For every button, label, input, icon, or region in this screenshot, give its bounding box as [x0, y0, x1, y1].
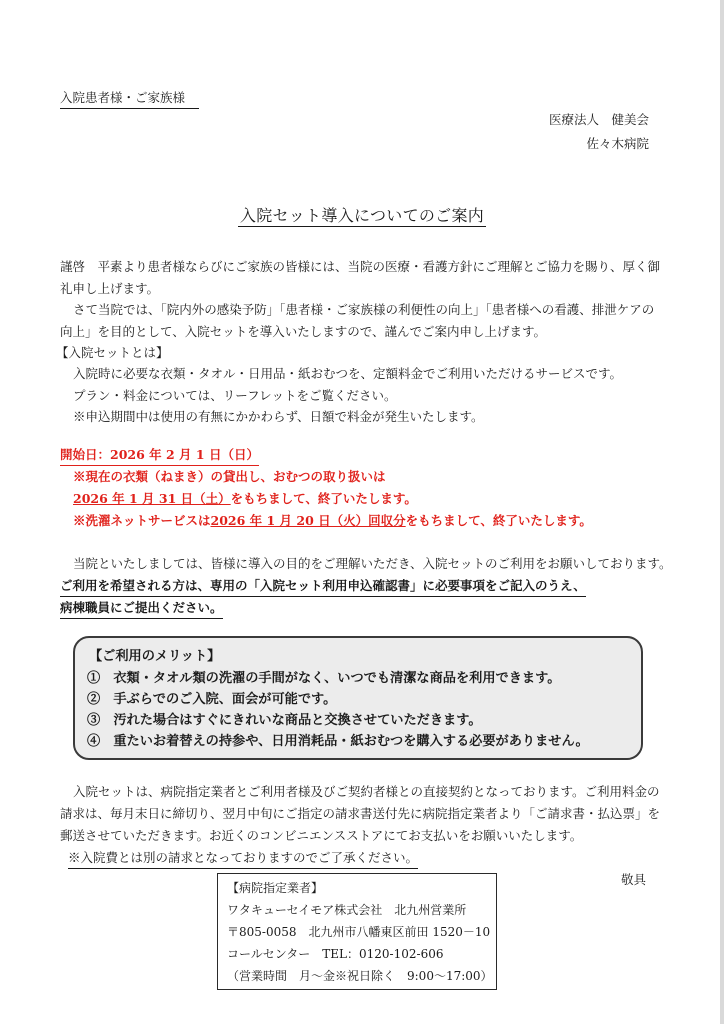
request-line-1: 当院といたしましては、皆様に導入の目的をご理解いただき、入院セットのご利用をお願いしております。 — [73, 556, 672, 571]
start-date — [60, 445, 259, 466]
request-line-3-text: 病棟職員にご提出ください。 — [60, 600, 223, 615]
about-line-1: 入院時に必要な衣類・タオル・日用品・紙おむつを、定額料金でご利用いただけるサービスです。 — [73, 366, 623, 381]
intro-line-3: さて当院では、「院内外の感染予防」「患者様・ご家族様の利便性の向上」「患者様への看護、排泄ケアの — [73, 302, 655, 317]
vendor-hours: （営業時間 月～金※祝日除く 9:00～17:00） — [227, 969, 493, 983]
request-line-2-text: ご利用を希望される方は、専用の「入院セット利用申込確認書」に必要事項をご記入のうえ、 — [60, 578, 586, 593]
notice-date-2: 2026 年 1 月 20 日（火）回収分 — [210, 513, 406, 528]
merit-item-4: ④ 重たいお着替えの持参や、日用消耗品・紙おむつを購入する必要がありません。 — [87, 734, 589, 749]
about-line-3: ※申込期間中は使用の有無にかかわらず、日額で料金が発生いたします。 — [73, 409, 484, 424]
merit-item-3: ③ 汚れた場合はすぐにきれいな商品と交換させていただきます。 — [87, 713, 482, 728]
merit-item-1: ① 衣類・タオル類の洗濯の手間がなく、いつでも清潔な商品を利用できます。 — [87, 671, 561, 686]
intro-line-1: 謹啓 平素より患者様ならびにご家族の皆様には、当院の医療・看護方針にご理解とご協力を賜り、厚く御 — [60, 259, 661, 274]
notice-line-3-head: ※洗濯ネットサービスは — [73, 513, 211, 528]
sender-org: 医療法人 健美会 — [548, 112, 649, 127]
merits-heading: 【ご利用のメリット】 — [89, 649, 221, 664]
vendor-box — [217, 873, 497, 990]
notice-date-1: 2026 年 1 月 31 日（土） — [73, 491, 231, 506]
page-title — [0, 205, 724, 227]
recipient-text: 入院患者様・ご家族様 — [60, 90, 186, 105]
merits-box — [73, 636, 643, 760]
sender-hospital: 佐々木病院 — [586, 136, 649, 151]
vendor-phone: コールセンター TEL：0120-102-606 — [227, 947, 444, 961]
about-line-2: プラン・料金については、リーフレットをご覧ください。 — [73, 388, 397, 403]
notice-line-2 — [73, 489, 417, 509]
contract-line-4 — [68, 848, 418, 869]
vendor-heading: 【病院指定業者】 — [227, 881, 324, 895]
notice-line-1: ※現在の衣類（ねまき）の貸出し、おむつの取り扱いは — [73, 469, 386, 484]
vendor-name: ワタキューセイモア株式会社 北九州営業所 — [227, 903, 467, 917]
vendor-address: 〒805-0058 北九州市八幡東区前田 1520－10 — [227, 925, 491, 939]
intro-line-2: 礼申し上げます。 — [60, 281, 160, 296]
intro-line-4: 向上」を目的として、入院セットを導入いたしますので、謹んでご案内申し上げます。 — [60, 324, 547, 339]
merit-item-2: ② 手ぶらでのご入院、面会が可能です。 — [87, 692, 337, 707]
notice-line-2-tail: をもちまして、終了いたします。 — [230, 491, 417, 506]
contract-line-3: 郵送させていただきます。お近くのコンビニエンスストアにてお支払いをお願いいたします。 — [60, 828, 583, 843]
start-date-text: 開始日：2026 年 2 月 1 日（日） — [60, 447, 259, 462]
request-line-2 — [60, 576, 586, 597]
contract-line-1: 入院セットは、病院指定業者とご利用者様及びご契約者様との直接契約となっております。ご利用料金の — [73, 784, 660, 799]
contract-line-2: 請求は、毎月末日に締切り、翌月中旬にご指定の請求書送付先に病院指定業者より「ご請求書・払込票」を — [60, 806, 661, 821]
page-edge-shadow — [720, 0, 724, 1024]
request-line-3 — [60, 598, 223, 619]
recipient-line — [60, 88, 199, 109]
contract-line-4-text: ※入院費とは別の請求となっておりますのでご了承ください。 — [68, 850, 419, 865]
closing-text: 敬具 — [620, 872, 646, 887]
notice-line-3-tail: をもちまして、終了いたします。 — [405, 513, 592, 528]
notice-line-3 — [73, 511, 592, 531]
about-heading: 【入院セットとは】 — [56, 345, 169, 360]
page-title-text: 入院セット導入についてのご案内 — [239, 206, 485, 225]
